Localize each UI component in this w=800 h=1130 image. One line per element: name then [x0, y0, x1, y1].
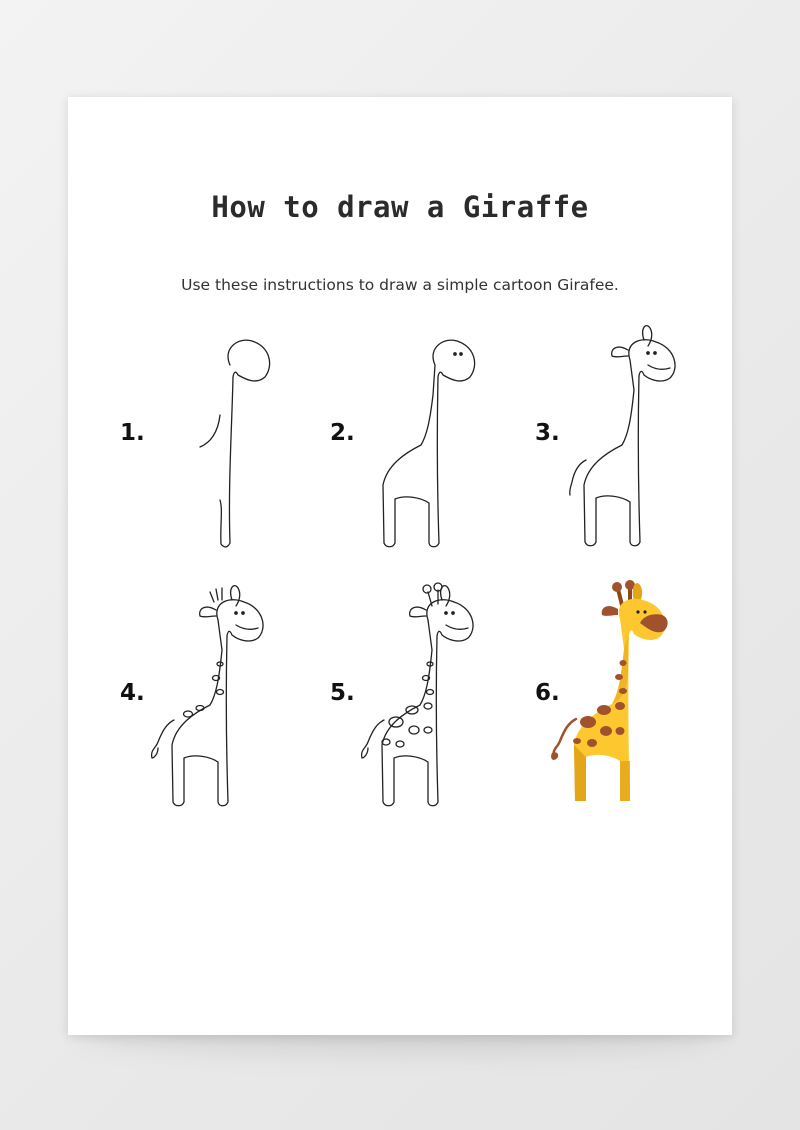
- page-title: How to draw a Giraffe: [211, 190, 589, 224]
- step-number-1: 1.: [120, 420, 145, 446]
- giraffe-step-3-drawing: [560, 320, 690, 555]
- worksheet-page: [68, 97, 732, 1035]
- giraffe-step-6-colored-drawing: [540, 575, 675, 815]
- step-number-6: 6.: [535, 680, 560, 706]
- step-number-4: 4.: [120, 680, 145, 706]
- giraffe-step-4-drawing: [140, 580, 270, 815]
- page-subtitle: Use these instructions to draw a simple cartoon Girafee.: [181, 276, 619, 294]
- step-number-5: 5.: [330, 680, 355, 706]
- step-number-3: 3.: [535, 420, 560, 446]
- giraffe-step-2-drawing: [375, 335, 495, 555]
- giraffe-step-5-drawing: [350, 580, 480, 815]
- giraffe-step-1-drawing: [190, 335, 290, 555]
- step-number-2: 2.: [330, 420, 355, 446]
